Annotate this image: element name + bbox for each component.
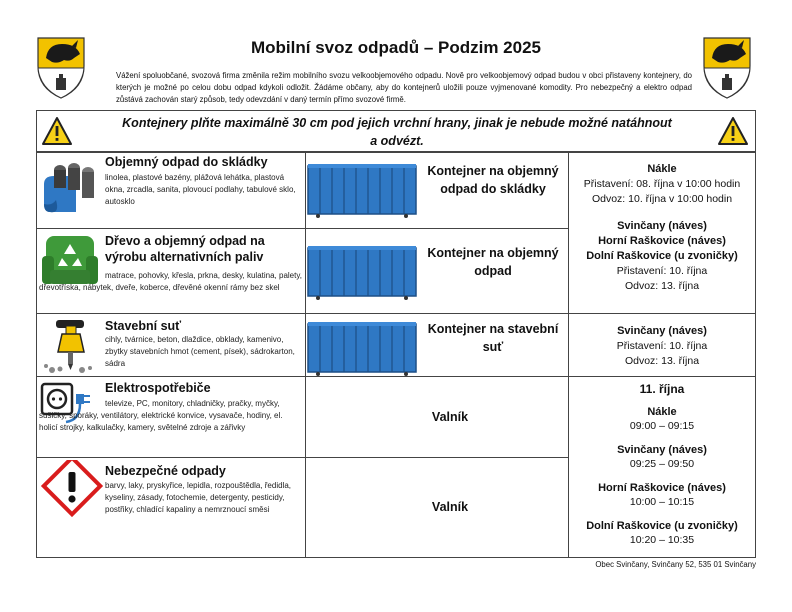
- schedule-pickup: Odvoz: 13. října: [624, 355, 700, 367]
- schedule-trailer: [568, 382, 756, 547]
- schedule-svincany: [568, 324, 756, 369]
- warning-banner: [36, 110, 756, 152]
- schedule-stop-place: Dolní Raškovice (u zvoničky): [586, 520, 738, 532]
- dumpster-container-icon: [306, 162, 418, 218]
- schedule-place: Svinčany (náves): [617, 220, 707, 232]
- container-label: Kontejner na objemný odpad: [427, 246, 559, 278]
- category-description: matrace, pohovky, křesla, prkna, desky, kulatina, palety, dřevotříska, nábytek, dveře, koberce, dřevěné okenní rámy bez skel: [39, 271, 302, 292]
- waste-table: [36, 152, 756, 558]
- schedule-stop-time: 09:25 – 09:50: [629, 458, 695, 470]
- category-description: barvy, laky, pryskyřice, lepidla, rozpouštědla, ředidla, kyseliny, zásady, fotochemie, detergenty, pesticidy, postřiky, chladící kapaliny a nemrznoucí směsi: [105, 481, 292, 514]
- schedule-place: Dolní Raškovice (u zvoničky): [586, 250, 738, 262]
- schedule-stop-place: Nákle: [647, 406, 677, 418]
- row-divider: [36, 457, 569, 458]
- container-label: Kontejner na objemný odpad do skládky: [427, 164, 559, 196]
- schedule-stop-time: 10:00 – 10:15: [629, 496, 695, 508]
- dumpster-container-icon: [306, 244, 418, 300]
- category-description: cihly, tvárnice, beton, dlaždice, obklady, kamenivo, zbytky stavebních hmot (cement, písek), sádrokarton, sádra: [105, 335, 295, 368]
- container-label: Valník: [431, 410, 469, 424]
- schedule-date: 11. října: [639, 382, 685, 396]
- schedule-place: Nákle: [647, 163, 677, 175]
- row-divider: [36, 313, 756, 314]
- schedule-stop-place: Svinčany (náves): [617, 444, 707, 456]
- category-title: Nebezpečné odpady: [105, 464, 226, 478]
- schedule-place: Horní Raškovice (náves): [598, 235, 726, 247]
- jackhammer-icon: [40, 316, 100, 374]
- page-title: Mobilní svoz odpadů – Podzim 2025: [251, 38, 541, 57]
- category-description: televize, PC, monitory, chladničky, pračky, myčky, sušičky, sporáky, ventilátory, elektrické konvice, vysavače, hodiny, el. holicí strojky, kalkulačky, kamery, světelné zdroje a zářivky: [39, 399, 283, 432]
- warning-triangle-icon: [717, 116, 749, 146]
- category-title: Dřevo a objemný odpad na výrobu alternativních paliv: [105, 234, 265, 264]
- category-title: Elektrospotřebiče: [105, 381, 211, 395]
- roll-carpet-icon: [40, 158, 100, 216]
- hazard-exclamation-icon: [40, 460, 104, 520]
- schedule-delivery: Přistavení: 08. října v 10:00 hodin: [583, 178, 741, 190]
- warning-line-2: a odvézt.: [370, 134, 424, 148]
- schedule-delivery: Přistavení: 10. října: [616, 340, 708, 352]
- dumpster-container-icon: [306, 320, 418, 376]
- warning-line-1: Kontejnery plňte maximálně 30 cm pod jejich vrchní hrany, jinak je nebude možné natáhnout: [122, 116, 672, 130]
- schedule-pickup: Odvoz: 10. října v 10:00 hodin: [591, 193, 733, 205]
- category-title: Objemný odpad do skládky: [105, 155, 268, 169]
- footer-address: Obec Svinčany, Svinčany 52, 535 01 Svinčany: [595, 560, 756, 569]
- intro-text: Vážení spoluobčané, svozová firma změnila režim mobilního svozu velkoobjemového odpadu. Nově pro velkoobjemový odpad budou v obci přistaveny kontejnery, do kterých je možné po celou dobu odpad kdykoli odložit. Žádáme občany, aby do kontejnerů uložili pouze vyjmenované komodity. Pro nebezpečný a elektro odpad zůstává zachován starý způsob, tedy odevzdání v daný termín přímo svozové firmě.: [116, 71, 692, 104]
- category-title: Stavební suť: [105, 319, 182, 333]
- schedule-stop-place: Horní Raškovice (náves): [598, 482, 726, 494]
- coat-of-arms-icon: [36, 36, 86, 100]
- schedule-villages: [568, 219, 756, 294]
- schedule-nakle: [568, 162, 756, 207]
- container-label: Kontejner na stavební suť: [427, 322, 559, 354]
- coat-of-arms-icon: [702, 36, 752, 100]
- schedule-stop-time: 09:00 – 09:15: [629, 420, 695, 432]
- schedule-delivery: Přistavení: 10. října: [616, 265, 708, 277]
- schedule-stop-time: 10:20 – 10:35: [629, 534, 695, 546]
- container-label: Valník: [431, 500, 469, 514]
- row-divider: [36, 376, 756, 377]
- warning-triangle-icon: [41, 116, 73, 146]
- category-description: linolea, plastové bazény, plážová lehátka, plastová okna, zrcadla, sanita, plovoucí podlahy, tabulové sklo, autosklo: [105, 173, 296, 206]
- warning-text: [97, 114, 697, 150]
- schedule-place: Svinčany (náves): [617, 325, 707, 337]
- schedule-pickup: Odvoz: 13. října: [624, 280, 700, 292]
- row-divider: [36, 228, 569, 229]
